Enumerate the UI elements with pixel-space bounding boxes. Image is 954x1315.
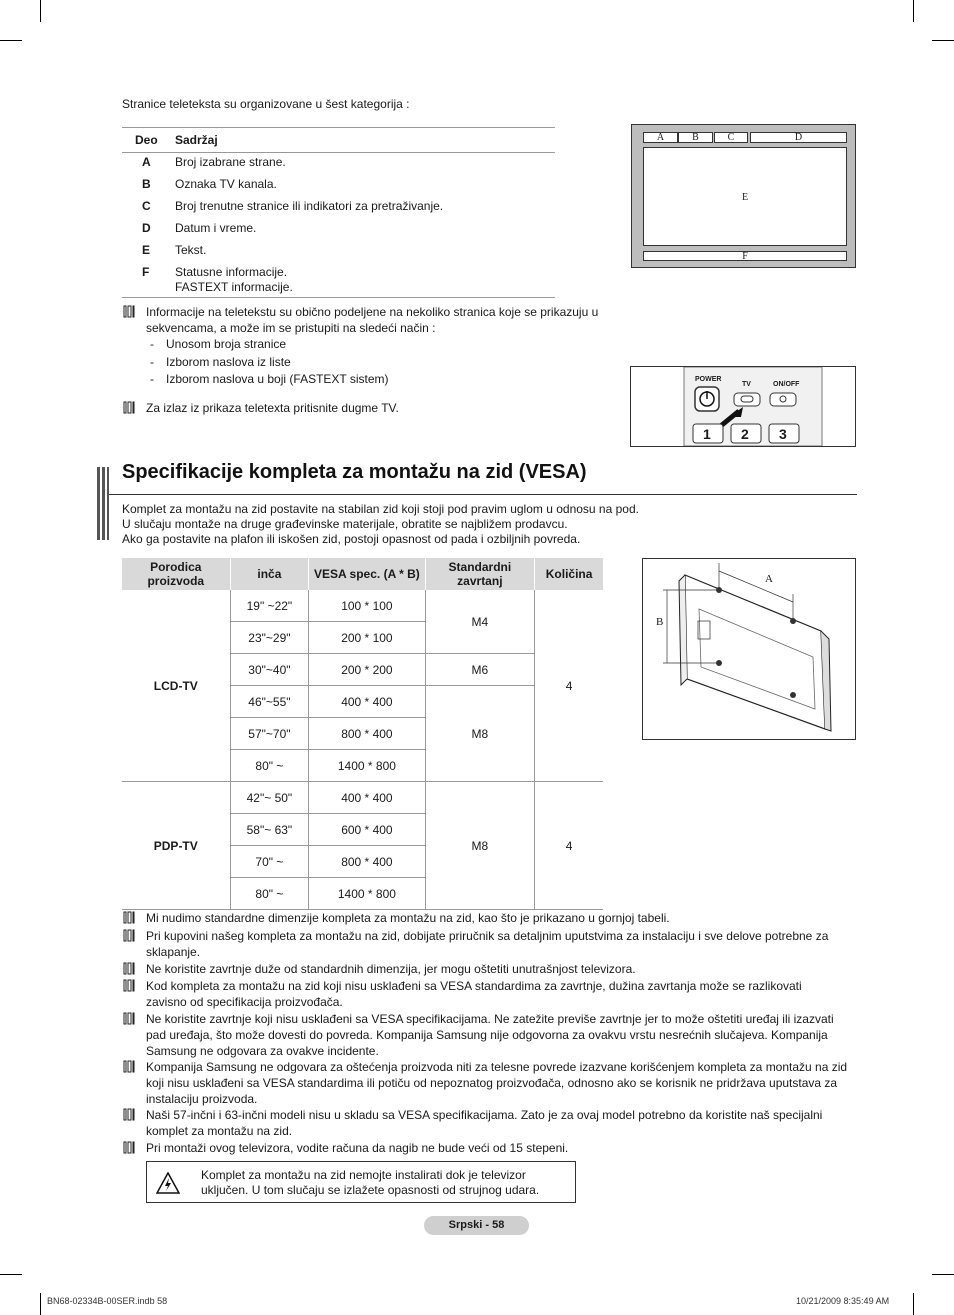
- row-key: D: [142, 221, 151, 235]
- inch-cell: 70" ~: [230, 846, 309, 878]
- table-row: [122, 590, 603, 622]
- table-row: [122, 153, 555, 175]
- row-value: Tekst.: [175, 243, 207, 257]
- spec-cell: 800 * 400: [309, 846, 425, 878]
- row-value: Broj trenutne stranice ili indikatori za pretraživanje.: [175, 199, 444, 213]
- inch-cell: 42"~ 50": [230, 782, 309, 814]
- row-key: B: [142, 177, 151, 191]
- diagram-label-b: B: [678, 132, 713, 143]
- vesa-spec-table: [122, 558, 603, 910]
- crop-mark: [0, 1274, 22, 1275]
- row-value: Statusne informacije. FASTEXT informacije.: [175, 265, 293, 294]
- spec-cell: 400 * 400: [309, 686, 425, 718]
- spec-cell: 600 * 400: [309, 814, 425, 846]
- list-item-text: Unosom broja stranice: [166, 337, 287, 351]
- inch-cell: 80" ~: [230, 878, 309, 910]
- wall-mount-diagram: [642, 558, 856, 740]
- inch-cell: 23"~29": [230, 622, 309, 654]
- inch-cell: 80" ~: [230, 750, 309, 782]
- table-row: [122, 782, 603, 814]
- remote-key-1: 1: [703, 426, 711, 442]
- header-family: Porodica proizvoda: [122, 558, 230, 590]
- paragraph-line: Ako ga postavite na plafon ili iskošen zid, postoji opasnost od pada i ozbiljnih povreda.: [122, 532, 581, 546]
- note-item: Pri montaži ovog televizora, vodite računa da nagib ne bude veći od 15 stepeni.: [146, 1141, 569, 1155]
- list-dash: -: [150, 355, 154, 369]
- list-item-text: Izborom naslova u boji (FASTEXT sistem): [166, 372, 389, 386]
- row-value: Datum i vreme.: [175, 221, 257, 235]
- list-item-text: Izborom naslova iz liste: [166, 355, 291, 369]
- remote-tv-label: TV: [742, 381, 751, 388]
- row-key: C: [142, 199, 151, 213]
- note-item: Mi nudimo standardne dimenzije kompleta za montažu na zid, kao što je prikazano u gornjoj tabeli.: [146, 911, 670, 925]
- section-marker: [97, 467, 109, 540]
- section-title: Specifikacije kompleta za montažu na zid (VESA): [122, 461, 587, 483]
- list-dash: -: [150, 372, 154, 386]
- family-cell: PDP-TV: [122, 782, 230, 910]
- section-paragraph: [122, 502, 639, 547]
- header-inch: inča: [230, 558, 309, 590]
- family-cell: LCD-TV: [122, 590, 230, 782]
- dimension-a-label: A: [765, 573, 773, 585]
- note-icon: [123, 1141, 135, 1154]
- note-icon: [123, 1012, 135, 1025]
- table-header-row: [122, 558, 603, 590]
- row-key: F: [142, 265, 150, 279]
- inch-cell: 46"~55": [230, 686, 309, 718]
- quantity-cell: 4: [535, 590, 603, 782]
- crop-mark: [932, 1274, 954, 1275]
- quantity-cell: 4: [535, 782, 603, 910]
- crop-mark: [40, 1293, 41, 1315]
- note-exit: Za izlaz iz prikaza teletexta pritisnite dugme TV.: [146, 401, 399, 415]
- diagram-label-a: A: [643, 132, 678, 143]
- section-divider: [109, 494, 857, 495]
- tv-back-drawing: [643, 559, 855, 739]
- row-key: E: [142, 243, 151, 257]
- note-icon: [123, 305, 135, 318]
- row-value: Broj izabrane strane.: [175, 155, 286, 169]
- header-part: Deo: [135, 133, 158, 147]
- inch-cell: 30"~40": [230, 654, 309, 686]
- table-row: [122, 241, 555, 263]
- header-content: Sadržaj: [175, 133, 218, 147]
- spec-cell: 400 * 400: [309, 782, 425, 814]
- inch-cell: 57"~70": [230, 718, 309, 750]
- spec-cell: 100 * 100: [309, 590, 425, 622]
- remote-control-illustration: [630, 366, 856, 447]
- teletext-parts-table: [122, 127, 555, 298]
- crop-mark: [932, 40, 954, 41]
- table-row: [122, 263, 555, 297]
- crop-mark: [0, 40, 22, 41]
- spec-cell: 1400 * 800: [309, 878, 425, 910]
- note-item: Ne koristite zavrtnje duže od standardnih dimenzija, jer mogu oštetiti unutrašnjost televizora.: [146, 962, 636, 976]
- table-row: [122, 197, 555, 219]
- teletext-screen-diagram: [631, 124, 856, 268]
- note-icon: [123, 1060, 135, 1073]
- footer-file: BN68-02334B-00SER.indb 58: [47, 1296, 168, 1306]
- dimension-b-label: B: [656, 616, 664, 628]
- screw-cell: M8: [425, 782, 535, 910]
- crop-mark: [40, 0, 41, 22]
- crop-mark: [913, 1293, 914, 1315]
- page-number: Srpski - 58: [424, 1216, 529, 1235]
- note-item: Pri kupovini našeg kompleta za montažu na zid, dobijate priručnik sa detaljnim uputstvima za instalaciju i sve delove potrebne za sklapanje.: [146, 929, 829, 959]
- row-key: A: [142, 155, 151, 169]
- header-spec: VESA spec. (A * B): [309, 558, 425, 590]
- note-icon: [123, 1108, 135, 1121]
- remote-onoff-label: ON/OFF: [773, 381, 800, 388]
- screw-cell: M8: [425, 686, 535, 782]
- note-access: Informacije na teletekstu su obično podeljene na nekoliko stranica koje se prikazuju u sekvencama, a može im se pristupiti na sledeći način :: [146, 305, 599, 335]
- note-icon: [123, 962, 135, 975]
- spec-cell: 800 * 400: [309, 718, 425, 750]
- table-header: [122, 128, 555, 153]
- note-icon: [123, 979, 135, 992]
- spec-cell: 1400 * 800: [309, 750, 425, 782]
- header-screw: Standardni zavrtanj: [425, 558, 535, 590]
- warning-box: [146, 1161, 576, 1203]
- inch-cell: 58"~ 63": [230, 814, 309, 846]
- warning-icon: [156, 1172, 180, 1194]
- remote-key-3: 3: [779, 426, 787, 442]
- inch-cell: 19" ~22": [230, 590, 309, 622]
- footer-timestamp: 10/21/2009 8:35:49 AM: [796, 1296, 890, 1306]
- note-item: Kompanija Samsung ne odgovara za oštećenja proizvoda niti za telesne povrede izazvane korišćenjem kompleta za montažu na zid koji nisu usklađeni sa VESA standardima ili potiču od nepoznatog proizvođača, odnosno ako se korisnik ne pridržava uputstava za instalaciju proizvoda.: [146, 1060, 848, 1106]
- note-item: Ne koristite zavrtnje koji nisu usklađeni sa VESA specifikacijama. Ne zatežite previše zavrtnje jer to može oštetiti uređaj ili izazvati pad uređaja, što može dovesti do povreda. Kompanija Samsung nije odgovorna za ovakvu vrstu nesrećnih slučajeva. Kompanija Samsung ne odgovara za ovakve incidente.: [146, 1012, 834, 1058]
- spec-cell: 200 * 200: [309, 654, 425, 686]
- remote-power-label: POWER: [695, 376, 722, 383]
- table-row: [122, 219, 555, 241]
- diagram-label-c: C: [714, 132, 748, 143]
- note-item: Naši 57-inčni i 63-inčni modeli nisu u skladu sa VESA specifikacijama. Zato je za ovaj model potrebno da koristite naš specijalni komplet za montažu na zid.: [146, 1108, 823, 1138]
- paragraph-line: U slučaju montaže na druge građevinske materijale, obratite se najbližem prodavcu.: [122, 517, 568, 531]
- note-icon: [123, 929, 135, 942]
- spec-cell: 200 * 100: [309, 622, 425, 654]
- diagram-label-f: F: [643, 251, 847, 261]
- remote-key-2: 2: [741, 426, 749, 442]
- note-item: Kod kompleta za montažu na zid koji nisu usklađeni sa VESA standardima za zavrtnje, dužina zavrtanja može se razlikovati zavisno od specifikacija proizvođača.: [146, 979, 802, 1009]
- screw-cell: M4: [425, 590, 535, 654]
- note-icon: [123, 401, 135, 414]
- screw-cell: M6: [425, 654, 535, 686]
- note-icon: [123, 911, 135, 924]
- paragraph-line: Komplet za montažu na zid postavite na stabilan zid koji stoji pod pravim uglom u odnosu na pod.: [122, 502, 639, 516]
- row-value: Oznaka TV kanala.: [175, 177, 277, 191]
- intro-text: Stranice teleteksta su organizovane u šest kategorija :: [122, 97, 410, 111]
- warning-text: Komplet za montažu na zid nemojte instalirati dok je televizor uključen. U tom slučaju se izlažete opasnosti od strujnog udara.: [201, 1168, 540, 1197]
- header-quantity: Količina: [535, 558, 603, 590]
- diagram-label-d: D: [750, 132, 847, 143]
- table-row: [122, 175, 555, 197]
- list-dash: -: [150, 337, 154, 351]
- diagram-label-e: E: [643, 147, 847, 246]
- crop-mark: [913, 0, 914, 22]
